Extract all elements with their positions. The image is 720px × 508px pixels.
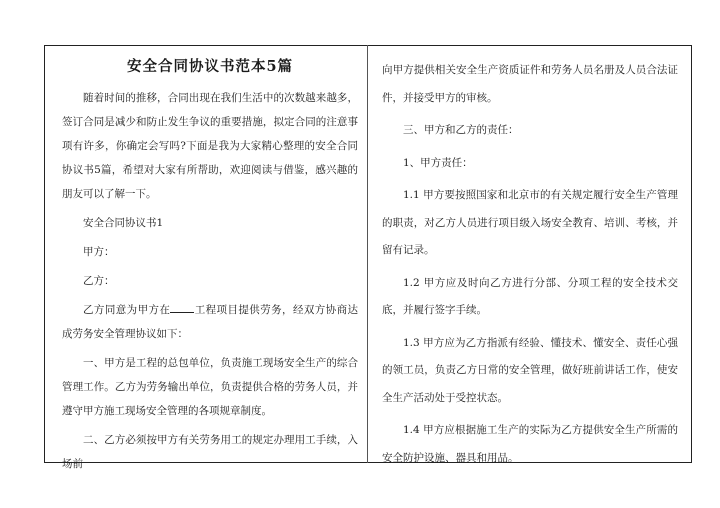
project-name-blank [170, 302, 194, 313]
clause-2-start: 二、乙方必须按甲方有关劳务用工的规定办理用工手续，入场前 [62, 434, 358, 470]
intro-paragraph: 随着时间的推移，合同出现在我们生活中的次数越来越多，签订合同是减少和防止发生争议的重要措施，拟定合同的注意事项有许多，你确定会写吗?下面是我为大家精心整理的安全合同协议书5篇，希望对大家有所帮助，欢迎阅读与借鉴，感兴趣的朋友可以了解一下。 [62, 92, 358, 200]
party-b-line: 乙方： [83, 275, 115, 287]
agreement-text-after: 工程项目提供劳务，经双方协商达成劳务安全管理协议如下： [62, 304, 359, 340]
item-1-3: 1.3 甲方应为乙方指派有经验、懂技术、懂安全、责任心强的领工员，负责乙方日常的安全管理，做好班前讲话工作，使安全生产活动处于受控状态。 [382, 336, 678, 404]
clause-1: 一、甲方是工程的总包单位，负责施工现场安全生产的综合管理工作。乙方为劳务输出单位，负责提供合格的劳务人员，并遵守甲方施工现场安全管理的各项规章制度。 [62, 357, 358, 417]
page-title: 安全合同协议书范本5篇 [126, 58, 294, 75]
item-1-1: 1.1 甲方要按照国家和北京市的有关规定履行安全生产管理的职责，对乙方人员进行项目级入场安全教育、培训、考核，并留有记录。 [382, 189, 678, 256]
agreement-text-before: 乙方同意为甲方在 [83, 304, 171, 316]
section-heading: 安全合同协议书1 [83, 217, 164, 229]
item-1-2: 1.2 甲方应及时向乙方进行分部、分项工程的安全技术交底，并履行签字手续。 [382, 276, 678, 316]
item-1-4: 1.4 甲方应根据施工生产的实际为乙方提供安全生产所需的安全防护设施、器具和用品。 [382, 424, 678, 464]
clause-3-1-heading: 1、甲方责任： [403, 156, 473, 169]
column-divider [367, 45, 368, 463]
right-column [382, 57, 678, 477]
clause-2-continued: 向甲方提供相关安全生产资质证件和劳务人员名册及人员合法证件，并接受甲方的审核。 [382, 64, 678, 104]
clause-3-heading: 三、甲方和乙方的责任： [403, 124, 519, 136]
agreement-paragraph [62, 298, 358, 346]
party-a-line: 甲方： [83, 246, 115, 258]
left-column [62, 57, 358, 481]
